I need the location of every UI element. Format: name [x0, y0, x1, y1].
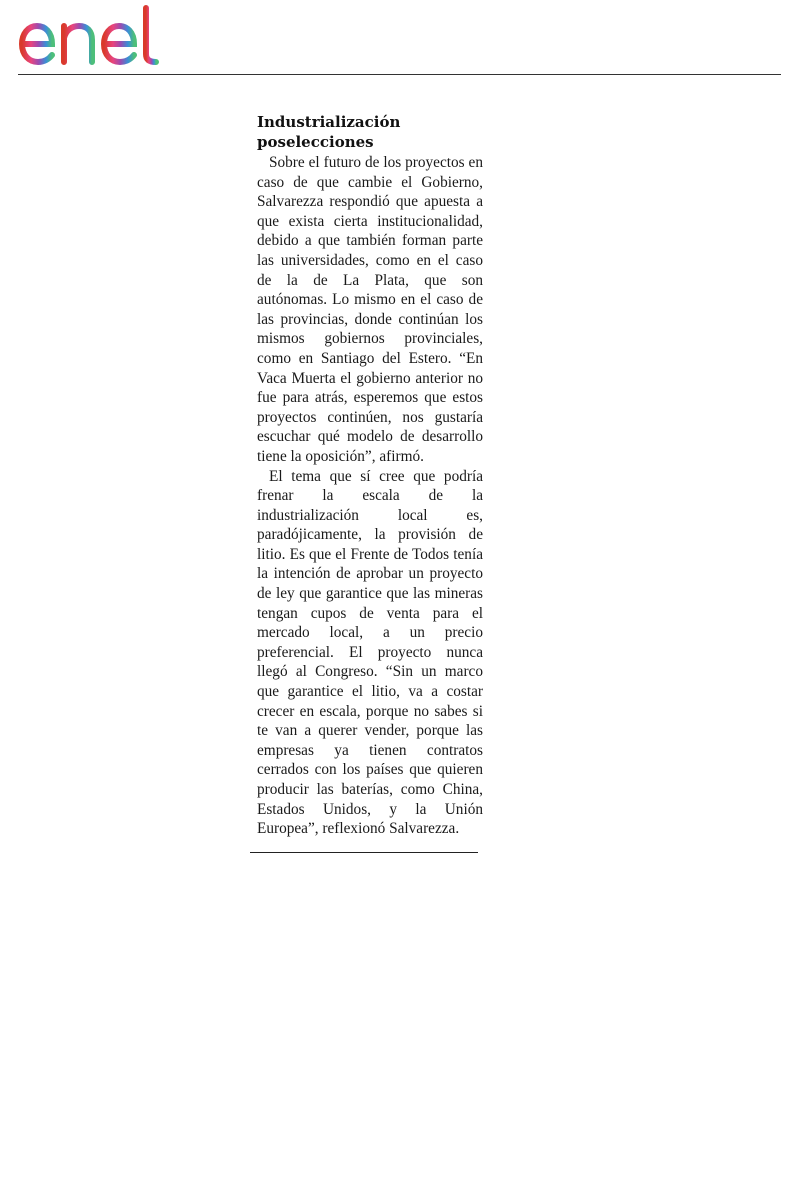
article-headline: Industrialización poselecciones	[257, 113, 401, 151]
article-paragraph-1: Sobre el futuro de los proyectos en caso de que cambie el Gobierno, Salvarezza respondió que apuesta a que exista cierta institucionalidad, debido a que también forman parte las universidades, como en el caso de la de La Plata, que son autónomas. Lo mismo en el caso de las provincias, donde continúan los mismos gobiernos provinciales, como en Santiago del Estero. “En Vaca Muerta el gobierno anterior no fue para atrás, esperemos que estos proyectos continúen, nos gustaría escuchar qué modelo de desarrollo tiene la oposición”, afirmó.	[257, 154, 483, 465]
page-header	[0, 0, 800, 76]
article	[257, 112, 483, 839]
header-divider	[18, 74, 781, 75]
enel-logo	[16, 4, 182, 68]
article-paragraph-2: El tema que sí cree que podría frenar la escala de la industrialización local es, paradójicamente, la provisión de litio. Es que el Frente de Todos tenía la intención de aprobar un proyecto de ley que garantice que las mineras tengan cupos de venta para el mercado local, a un precio preferencial. El proyecto nunca llegó al Congreso. “Sin un marco que garantice el litio, va a costar crecer en escala, porque no sabes si te van a querer vender, porque las empresas ya tienen contratos cerrados con los países que quieren producir las baterías, como China, Estados Unidos, y la Unión Europea”, reflexionó Salvarezza.	[257, 467, 483, 838]
article-end-divider	[250, 852, 478, 853]
